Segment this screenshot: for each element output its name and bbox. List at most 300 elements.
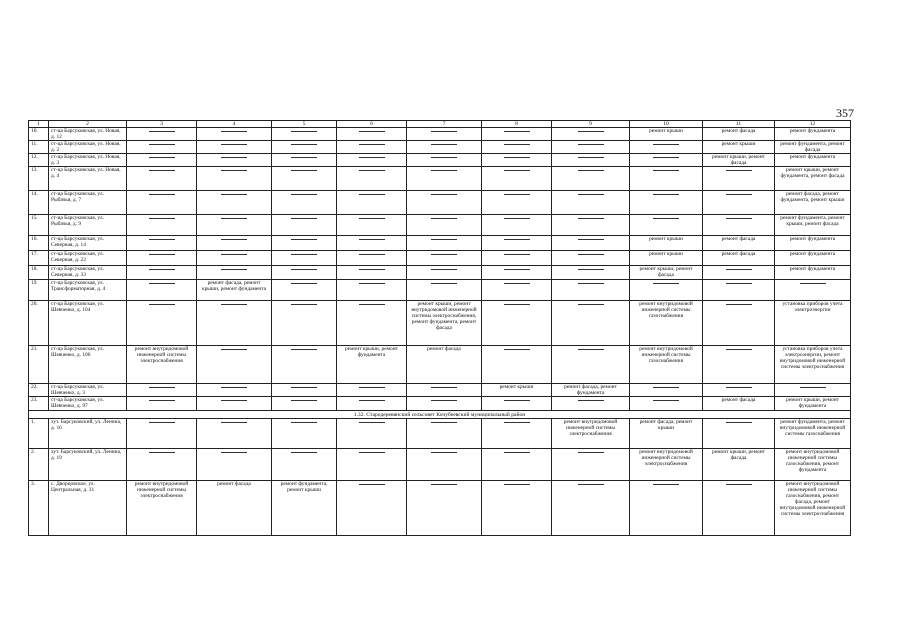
work-cell: ремонт фасада, ремонт крыши, ремонт фундамента	[197, 280, 272, 301]
dash-mark	[504, 157, 530, 158]
dash-mark	[291, 349, 317, 350]
dash-mark	[149, 194, 175, 195]
work-cell: ремонт внутридомовой инженерной системы газоснабжения, ремонт фундамента	[775, 449, 851, 481]
empty-cell	[407, 141, 482, 154]
dash-mark	[221, 387, 247, 388]
dash-mark	[291, 387, 317, 388]
empty-cell	[337, 128, 407, 141]
dash-mark	[359, 422, 385, 423]
work-cell: ремонт внутридомовой инженерной системы электроснабжения	[127, 481, 197, 536]
dash-mark	[359, 304, 385, 305]
dash-mark	[653, 218, 679, 219]
work-cell: ремонт фасада, ремонт фундамента	[552, 384, 630, 397]
work-cell: ремонт крыши, ремонт фундамента	[337, 346, 407, 384]
dash-mark	[504, 239, 530, 240]
dash-mark	[578, 218, 604, 219]
work-cell: ремонт крыши, ремонт фундамента	[775, 397, 851, 411]
work-cell: установка приборов учета электроэнергии	[775, 301, 851, 346]
dash-mark	[291, 283, 317, 284]
empty-cell	[272, 449, 337, 481]
empty-cell	[272, 167, 337, 191]
dash-mark	[221, 269, 247, 270]
dash-mark	[504, 131, 530, 132]
row-number-cell: 20.	[29, 301, 49, 346]
dash-mark	[291, 131, 317, 132]
dash-mark	[726, 170, 752, 171]
empty-cell	[407, 419, 482, 449]
column-number-cell: 7	[407, 121, 482, 128]
dash-mark	[221, 349, 247, 350]
empty-cell	[552, 236, 630, 251]
empty-cell	[630, 481, 703, 536]
dash-mark	[149, 422, 175, 423]
dash-mark	[726, 387, 752, 388]
empty-cell	[407, 384, 482, 397]
dash-mark	[221, 452, 247, 453]
dash-mark	[431, 254, 457, 255]
dash-mark	[221, 144, 247, 145]
table-row	[29, 215, 851, 236]
empty-cell	[197, 141, 272, 154]
dash-mark	[221, 131, 247, 132]
work-cell: ремонт крыши, ремонт фасада	[630, 266, 703, 280]
empty-cell	[127, 141, 197, 154]
empty-cell	[482, 191, 552, 215]
empty-cell	[337, 419, 407, 449]
empty-cell	[337, 215, 407, 236]
dash-mark	[291, 304, 317, 305]
dash-mark	[431, 131, 457, 132]
empty-cell	[552, 191, 630, 215]
column-number-cell: 3	[127, 121, 197, 128]
empty-cell	[197, 215, 272, 236]
table-row	[29, 266, 851, 280]
dash-mark	[504, 452, 530, 453]
dash-mark	[653, 484, 679, 485]
table-row	[29, 167, 851, 191]
dash-mark	[578, 269, 604, 270]
empty-cell	[127, 251, 197, 266]
dash-mark	[291, 269, 317, 270]
empty-cell	[482, 419, 552, 449]
empty-cell	[272, 128, 337, 141]
empty-cell	[407, 449, 482, 481]
dash-mark	[504, 170, 530, 171]
address-cell: хут. Барсуковский, ул. Ленина, д. 16	[49, 419, 127, 449]
empty-cell	[407, 280, 482, 301]
empty-cell	[703, 481, 775, 536]
work-cell: ремонт фасада, ремонт крыши	[630, 419, 703, 449]
empty-cell	[552, 167, 630, 191]
address-cell: ст-ца Барсуковская, ул. Шевченко, д. 3	[49, 384, 127, 397]
empty-cell	[482, 251, 552, 266]
address-cell: ст-ца Барсуковская, ул. Северная, д. 14	[49, 236, 127, 251]
row-number-cell: 17.	[29, 251, 49, 266]
empty-cell	[630, 191, 703, 215]
empty-cell	[272, 346, 337, 384]
table-row	[29, 280, 851, 301]
dash-mark	[149, 157, 175, 158]
work-cell: ремонт крыши	[630, 128, 703, 141]
work-cell: ремонт внутридомовой инженерной системы электроснабжения	[630, 449, 703, 481]
dash-mark	[431, 484, 457, 485]
work-cell: ремонт внутридомовой инженерной системы газоснабжения	[630, 346, 703, 384]
empty-cell	[407, 191, 482, 215]
work-cell: установка приборов учета электроэнергии, ремонт внутридомовой инженерной системы электроснабжения	[775, 346, 851, 384]
dash-mark	[359, 239, 385, 240]
empty-cell	[337, 301, 407, 346]
empty-cell	[272, 141, 337, 154]
dash-mark	[726, 218, 752, 219]
table-row	[29, 301, 851, 346]
row-number-cell: 3.	[29, 481, 49, 536]
dash-mark	[359, 400, 385, 401]
empty-cell	[337, 154, 407, 167]
address-cell: ст-ца Барсуковская, ул. Шевченко, д. 97	[49, 397, 127, 411]
dash-mark	[578, 283, 604, 284]
empty-cell	[552, 397, 630, 411]
empty-cell	[127, 167, 197, 191]
dash-mark	[149, 170, 175, 171]
empty-cell	[703, 266, 775, 280]
dash-mark	[504, 269, 530, 270]
empty-cell	[552, 481, 630, 536]
dash-mark	[359, 254, 385, 255]
empty-cell	[337, 449, 407, 481]
empty-cell	[482, 236, 552, 251]
empty-cell	[407, 167, 482, 191]
address-cell: ст-ца Барсуковская, ул. Трансформаторная, д. 4	[49, 280, 127, 301]
empty-cell	[630, 167, 703, 191]
dash-mark	[221, 304, 247, 305]
empty-cell	[127, 266, 197, 280]
empty-cell	[552, 128, 630, 141]
empty-cell	[630, 397, 703, 411]
work-cell: ремонт внутридомовой инженерной системы электроснабжения	[552, 419, 630, 449]
dash-mark	[578, 170, 604, 171]
table-row	[29, 128, 851, 141]
dash-mark	[221, 254, 247, 255]
column-number-cell: 8	[482, 121, 552, 128]
work-cell: ремонт внутридомовой инженерной системы газоснабжения, ремонт фасада, ремонт внутридомовой инженерной системы электроснабжения	[775, 481, 851, 536]
empty-cell	[482, 266, 552, 280]
empty-cell	[552, 449, 630, 481]
address-cell: ст-ца Барсуковская, ул. Шевченко, д. 106	[49, 346, 127, 384]
row-number-cell: 18.	[29, 266, 49, 280]
dash-mark	[149, 269, 175, 270]
row-number-cell: 21.	[29, 346, 49, 384]
dash-mark	[221, 218, 247, 219]
address-cell: хут. Барсуковский, ул. Ленина, д. 19	[49, 449, 127, 481]
dash-mark	[726, 283, 752, 284]
empty-cell	[272, 154, 337, 167]
empty-cell	[337, 251, 407, 266]
dash-mark	[431, 239, 457, 240]
empty-cell	[703, 301, 775, 346]
column-number-cell: 11	[703, 121, 775, 128]
dash-mark	[578, 144, 604, 145]
dash-mark	[726, 269, 752, 270]
empty-cell	[630, 141, 703, 154]
empty-cell	[482, 154, 552, 167]
empty-cell	[407, 251, 482, 266]
dash-mark	[149, 452, 175, 453]
work-cell: ремонт крыши	[630, 251, 703, 266]
empty-cell	[552, 215, 630, 236]
dash-mark	[291, 239, 317, 240]
empty-cell	[703, 346, 775, 384]
dash-mark	[726, 304, 752, 305]
empty-cell	[337, 481, 407, 536]
empty-cell	[272, 397, 337, 411]
dash-mark	[800, 283, 826, 284]
dash-mark	[578, 400, 604, 401]
row-number-cell: 13.	[29, 167, 49, 191]
dash-mark	[359, 387, 385, 388]
dash-mark	[726, 484, 752, 485]
dash-mark	[149, 131, 175, 132]
table-row	[29, 419, 851, 449]
row-number-cell: 23.	[29, 397, 49, 411]
work-cell: ремонт внутридомовой инженерной системы электроснабжения	[127, 346, 197, 384]
dash-mark	[504, 194, 530, 195]
empty-cell	[630, 280, 703, 301]
empty-cell	[552, 280, 630, 301]
dash-mark	[149, 387, 175, 388]
empty-cell	[482, 280, 552, 301]
work-cell: ремонт крыши, ремонт фундамента, ремонт фасада	[775, 167, 851, 191]
row-number-cell: 22.	[29, 384, 49, 397]
dash-mark	[578, 254, 604, 255]
dash-mark	[291, 157, 317, 158]
empty-cell	[703, 167, 775, 191]
table-row	[29, 481, 851, 536]
dash-mark	[431, 452, 457, 453]
dash-mark	[221, 157, 247, 158]
dash-mark	[578, 484, 604, 485]
table-row	[29, 191, 851, 215]
empty-cell	[407, 397, 482, 411]
dash-mark	[221, 400, 247, 401]
column-number-cell: 10	[630, 121, 703, 128]
dash-mark	[149, 254, 175, 255]
dash-mark	[149, 304, 175, 305]
empty-cell	[127, 236, 197, 251]
empty-cell	[197, 167, 272, 191]
work-cell: ремонт крыши, ремонт фасада	[703, 449, 775, 481]
dash-mark	[149, 283, 175, 284]
work-cell: ремонт крыши, ремонт фасада	[703, 154, 775, 167]
empty-cell	[127, 449, 197, 481]
column-number-cell: 1	[29, 121, 49, 128]
empty-cell	[482, 128, 552, 141]
empty-cell	[272, 384, 337, 397]
table-row	[29, 236, 851, 251]
dash-mark	[653, 194, 679, 195]
address-cell: ст-ца Барсуковская, ул. Новая, д. 2	[49, 141, 127, 154]
dash-mark	[653, 170, 679, 171]
dash-mark	[431, 144, 457, 145]
address-cell: ст-ца Барсуковская, ул. Рыбачья, д. 7	[49, 191, 127, 215]
work-cell: ремонт фундамента	[775, 128, 851, 141]
work-cell: ремонт фасада	[703, 128, 775, 141]
work-cell: ремонт внутридомовой инженерной системы газоснабжения	[630, 301, 703, 346]
empty-cell	[407, 266, 482, 280]
dash-mark	[291, 452, 317, 453]
dash-mark	[431, 157, 457, 158]
empty-cell	[197, 449, 272, 481]
dash-mark	[359, 144, 385, 145]
dash-mark	[653, 387, 679, 388]
dash-mark	[800, 387, 826, 388]
work-cell: ремонт фундамента, ремонт внутридомовой инженерной системы газоснабжения	[775, 419, 851, 449]
address-cell: ст-ца Барсуковская, ул. Новая, д. 12	[49, 128, 127, 141]
dash-mark	[653, 157, 679, 158]
table-row	[29, 141, 851, 154]
empty-cell	[775, 280, 851, 301]
empty-cell	[703, 215, 775, 236]
empty-cell	[197, 236, 272, 251]
dash-mark	[359, 218, 385, 219]
dash-mark	[291, 170, 317, 171]
address-cell: ст-ца Барсуковская, ул. Шевченко, д. 104	[49, 301, 127, 346]
dash-mark	[221, 194, 247, 195]
dash-mark	[504, 283, 530, 284]
empty-cell	[630, 384, 703, 397]
empty-cell	[337, 191, 407, 215]
work-cell: ремонт крыши	[703, 141, 775, 154]
empty-cell	[197, 251, 272, 266]
work-cell: ремонт крыши	[482, 384, 552, 397]
address-cell: с. Дворцовское, ул. Центральная, д. 31	[49, 481, 127, 536]
empty-cell	[337, 141, 407, 154]
dash-mark	[359, 170, 385, 171]
work-cell: ремонт фундамента	[775, 251, 851, 266]
empty-cell	[337, 397, 407, 411]
page-number: 357	[836, 106, 854, 120]
empty-cell	[337, 280, 407, 301]
dash-mark	[504, 304, 530, 305]
table-row	[29, 154, 851, 167]
empty-cell	[482, 449, 552, 481]
work-cell: ремонт крыши, ремонт внутридомовой инженерной системы электроснабжения, ремонт фундамента, ремонт фасада	[407, 301, 482, 346]
empty-cell	[337, 266, 407, 280]
empty-cell	[272, 301, 337, 346]
empty-cell	[337, 384, 407, 397]
dash-mark	[578, 239, 604, 240]
empty-cell	[552, 251, 630, 266]
column-number-cell: 2	[49, 121, 127, 128]
dash-mark	[653, 400, 679, 401]
table-body	[29, 121, 851, 536]
empty-cell	[703, 191, 775, 215]
work-cell: ремонт фундамента, ремонт фасада	[775, 141, 851, 154]
section-row	[29, 411, 851, 419]
dash-mark	[431, 422, 457, 423]
dash-mark	[431, 269, 457, 270]
empty-cell	[197, 191, 272, 215]
row-number-cell: 2.	[29, 449, 49, 481]
empty-cell	[272, 191, 337, 215]
empty-cell	[703, 419, 775, 449]
row-number-cell: 15.	[29, 215, 49, 236]
dash-mark	[291, 194, 317, 195]
empty-cell	[552, 154, 630, 167]
work-cell: ремонт фундамента	[775, 154, 851, 167]
empty-cell	[127, 397, 197, 411]
dash-mark	[578, 131, 604, 132]
work-cell: ремонт фасада	[407, 346, 482, 384]
empty-cell	[272, 251, 337, 266]
dash-mark	[431, 218, 457, 219]
empty-cell	[407, 128, 482, 141]
empty-cell	[197, 301, 272, 346]
row-number-cell: 10.	[29, 128, 49, 141]
row-number-cell: 14.	[29, 191, 49, 215]
dash-mark	[291, 400, 317, 401]
empty-cell	[127, 301, 197, 346]
dash-mark	[578, 304, 604, 305]
empty-cell	[407, 154, 482, 167]
empty-cell	[482, 215, 552, 236]
empty-cell	[703, 280, 775, 301]
dash-mark	[504, 484, 530, 485]
empty-cell	[197, 419, 272, 449]
empty-cell	[197, 128, 272, 141]
work-cell: ремонт фасада	[197, 481, 272, 536]
dash-mark	[431, 283, 457, 284]
empty-cell	[272, 215, 337, 236]
empty-cell	[197, 384, 272, 397]
column-number-cell: 9	[552, 121, 630, 128]
table-row	[29, 449, 851, 481]
empty-cell	[127, 191, 197, 215]
empty-cell	[482, 481, 552, 536]
empty-cell	[482, 301, 552, 346]
empty-cell	[272, 419, 337, 449]
table-row	[29, 251, 851, 266]
dash-mark	[578, 349, 604, 350]
table-row	[29, 346, 851, 384]
empty-cell	[407, 215, 482, 236]
repair-schedule-table	[28, 120, 851, 536]
empty-cell	[127, 384, 197, 397]
empty-cell	[703, 384, 775, 397]
dash-mark	[221, 422, 247, 423]
dash-mark	[359, 283, 385, 284]
work-cell: ремонт фундамента	[775, 266, 851, 280]
address-cell: ст-ца Барсуковская, ул. Северная, д. 33	[49, 266, 127, 280]
empty-cell	[630, 215, 703, 236]
empty-cell	[197, 266, 272, 280]
empty-cell	[127, 280, 197, 301]
dash-mark	[431, 170, 457, 171]
empty-cell	[482, 141, 552, 154]
row-number-cell: 16.	[29, 236, 49, 251]
empty-cell	[407, 236, 482, 251]
row-number-cell: 12.	[29, 154, 49, 167]
empty-cell	[197, 154, 272, 167]
dash-mark	[431, 400, 457, 401]
empty-cell	[552, 266, 630, 280]
dash-mark	[431, 387, 457, 388]
work-cell: ремонт фасада	[703, 251, 775, 266]
dash-mark	[359, 194, 385, 195]
empty-cell	[482, 167, 552, 191]
dash-mark	[359, 131, 385, 132]
empty-cell	[127, 419, 197, 449]
dash-mark	[149, 239, 175, 240]
